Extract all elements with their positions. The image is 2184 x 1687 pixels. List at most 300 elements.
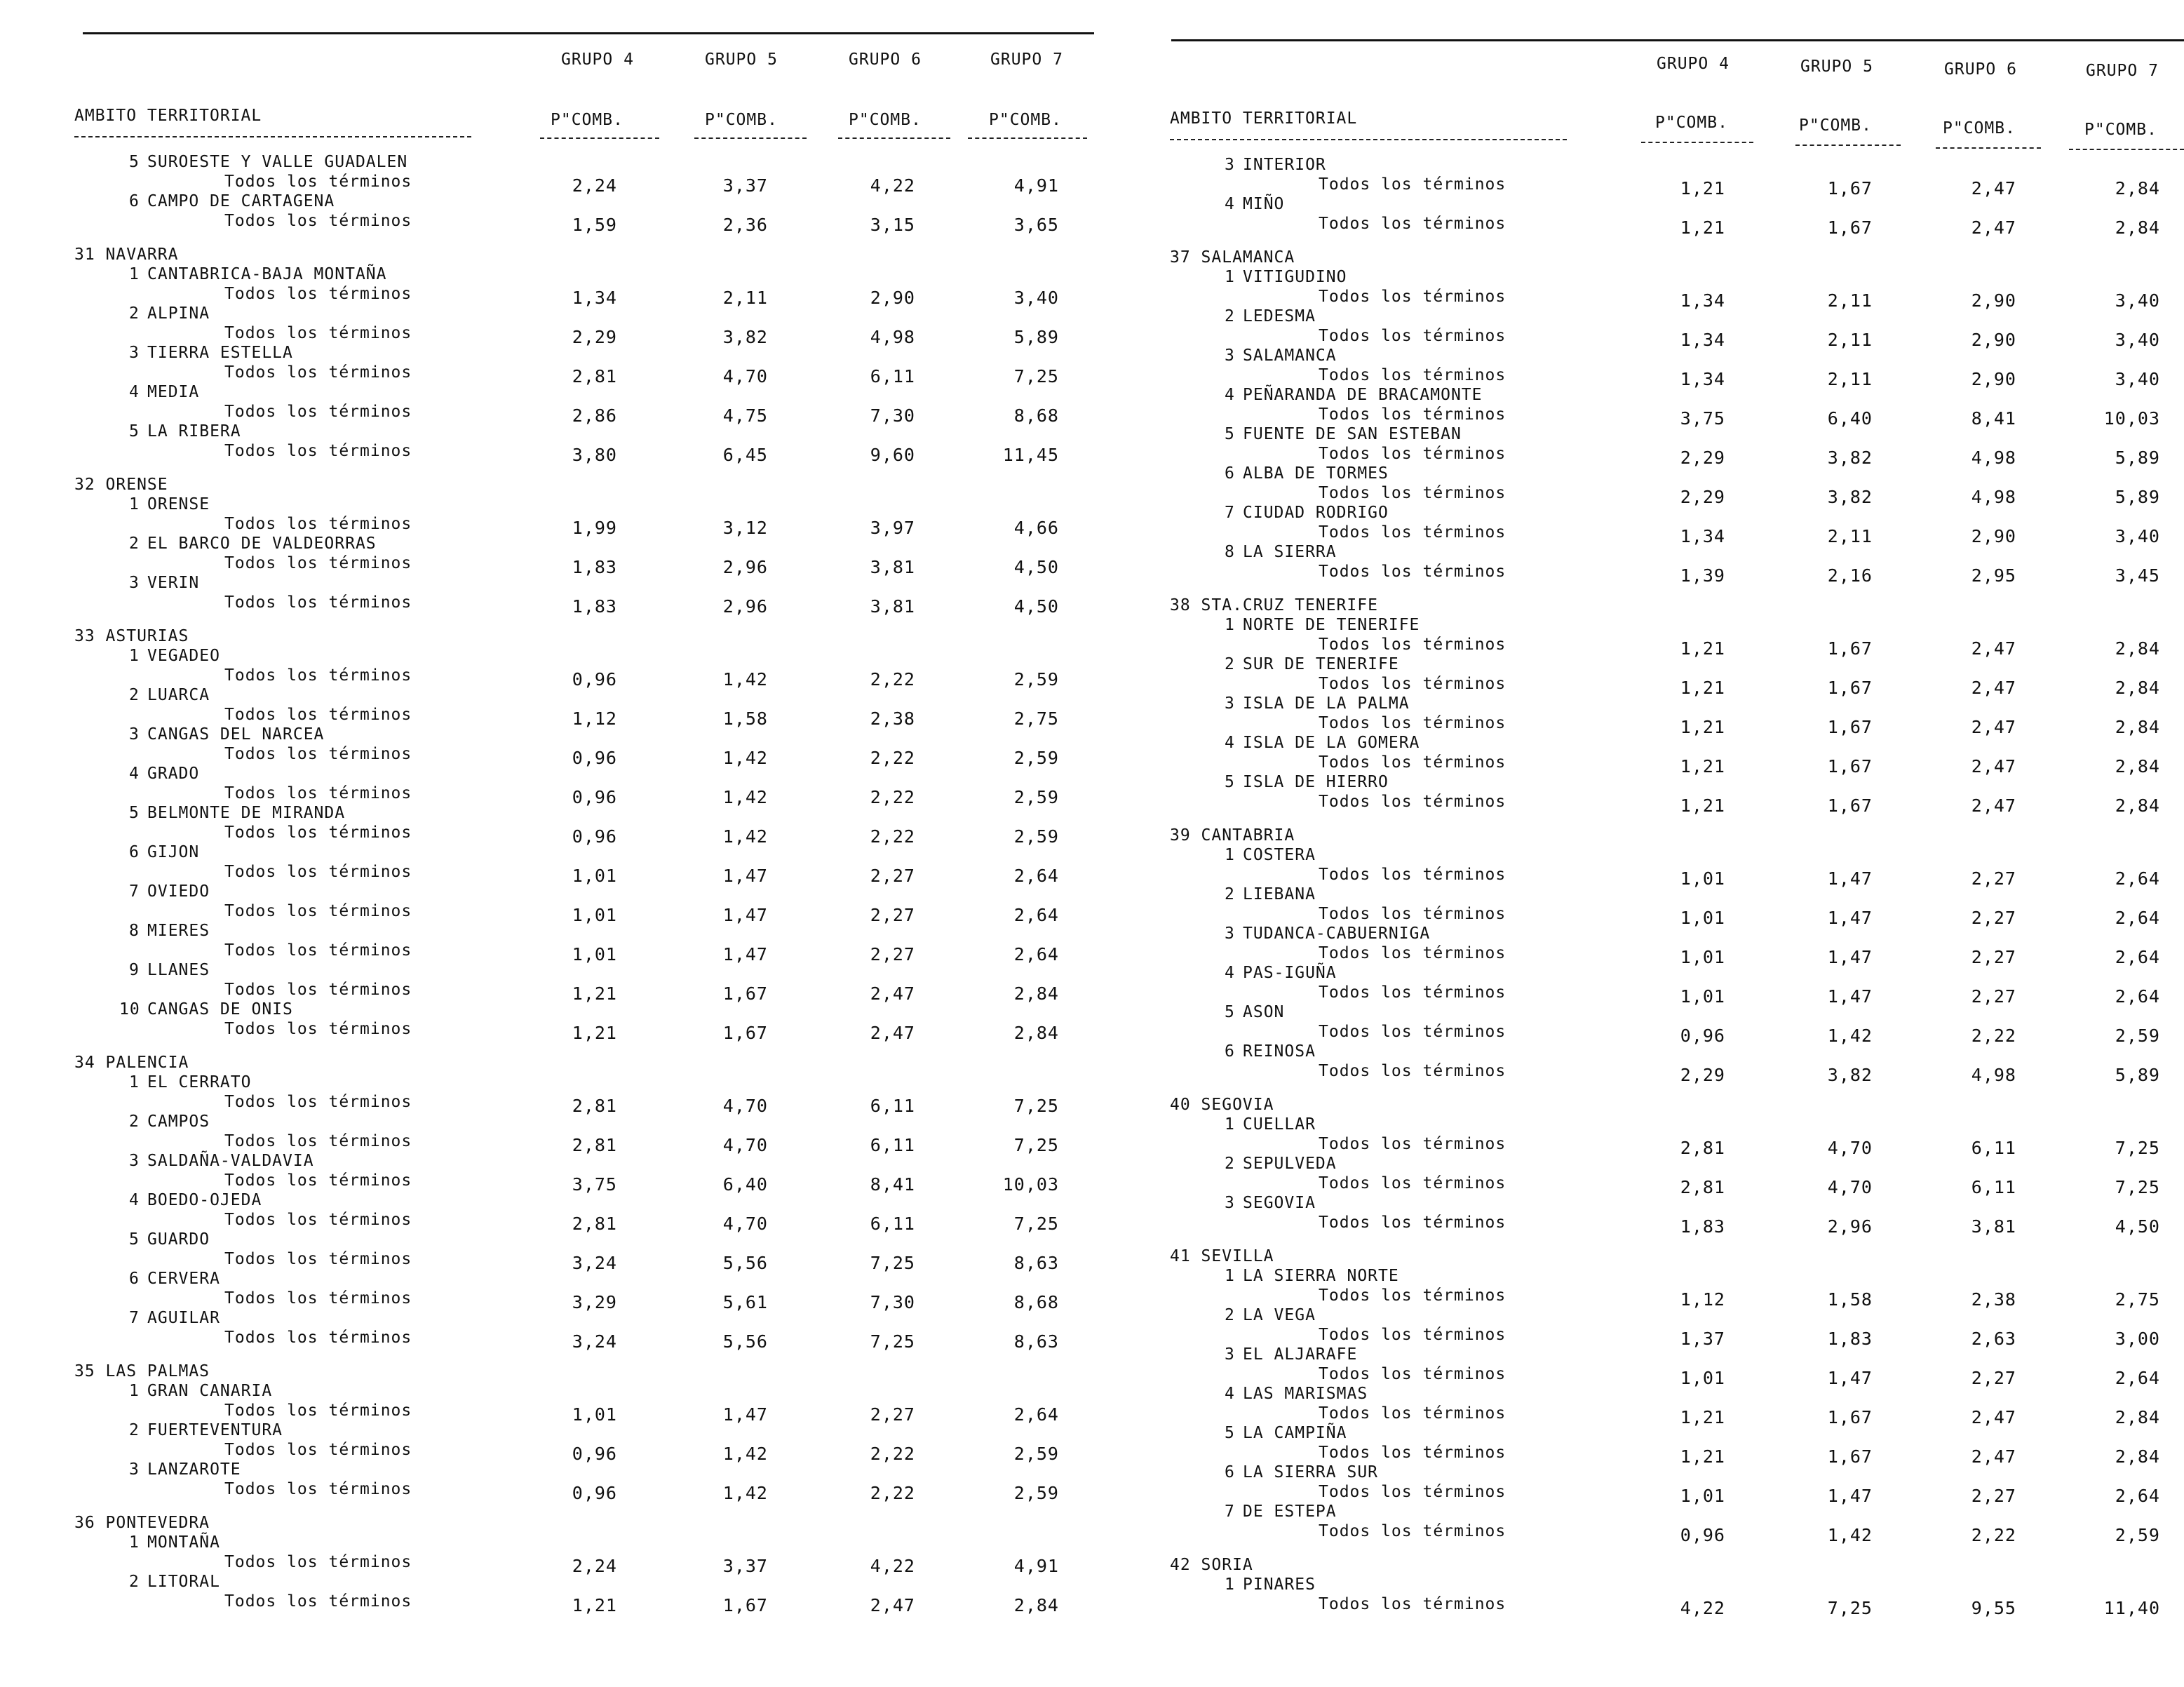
comarca-code: 6 <box>1225 464 1235 483</box>
value-grupo-4: 3,24 <box>572 1331 617 1352</box>
value-grupo-5: 4,70 <box>722 1096 768 1116</box>
comarca-code: 1 <box>129 647 140 665</box>
value-grupo-4: 1,21 <box>572 983 617 1004</box>
comarca-code: 1 <box>129 1073 140 1091</box>
value-grupo-6: 2,90 <box>870 288 915 308</box>
value-grupo-7: 7,25 <box>1013 1096 1059 1116</box>
value-grupo-6: 7,25 <box>870 1331 915 1352</box>
value-grupo-4: 1,01 <box>1680 947 1725 967</box>
value-grupo-4: 1,99 <box>572 518 617 538</box>
value-grupo-6: 6,11 <box>870 1096 915 1116</box>
value-grupo-7: 10,03 <box>2103 408 2160 429</box>
value-grupo-5: 5,61 <box>722 1292 768 1312</box>
value-grupo-6: 2,27 <box>870 905 915 925</box>
value-grupo-6: 2,47 <box>870 983 915 1004</box>
terminos-label: Todos los términos <box>224 981 412 999</box>
comarca-code: 1 <box>1225 1575 1235 1594</box>
comarca-name: LITORAL <box>147 1573 220 1591</box>
terminos-label: Todos los términos <box>1319 1135 1506 1153</box>
value-grupo-6: 3,81 <box>870 557 915 577</box>
value-grupo-5: 1,67 <box>1827 217 1873 238</box>
comarca-name: EL ALJARAFE <box>1243 1345 1358 1364</box>
value-grupo-4: 1,01 <box>572 905 617 925</box>
comarca-name: BELMONTE DE MIRANDA <box>147 804 346 822</box>
comarca-name: CANGAS DEL NARCEA <box>147 725 325 744</box>
terminos-label: Todos los términos <box>1319 793 1506 811</box>
value-grupo-7: 2,84 <box>1013 1595 1059 1615</box>
value-grupo-4: 2,29 <box>1680 487 1725 507</box>
province-heading: 34 PALENCIA <box>74 1054 189 1072</box>
terminos-label: Todos los términos <box>1319 1326 1506 1344</box>
value-grupo-5: 1,42 <box>1827 1026 1873 1046</box>
comarca-name: CAMPOS <box>147 1113 210 1131</box>
comarca-name: DE ESTEPA <box>1243 1503 1337 1521</box>
header-rule-ambito <box>74 136 471 137</box>
header-grupo-7: GRUPO 7 <box>2086 62 2159 80</box>
comarca-name: PINARES <box>1243 1575 1316 1594</box>
comarca-name: GRADO <box>147 765 200 783</box>
value-grupo-5: 4,70 <box>1827 1177 1873 1197</box>
terminos-label: Todos los términos <box>224 1211 412 1229</box>
header-rule-4 <box>540 137 659 139</box>
value-grupo-6: 9,55 <box>1971 1598 2016 1618</box>
terminos-label: Todos los términos <box>1319 288 1506 306</box>
comarca-code: 1 <box>129 1533 140 1552</box>
header-pcomb-4: P"COMB. <box>1655 114 1728 132</box>
terminos-label: Todos los términos <box>1319 1404 1506 1423</box>
value-grupo-6: 2,47 <box>1971 1407 2016 1427</box>
comarca-name: MIÑO <box>1243 195 1285 213</box>
terminos-label: Todos los términos <box>224 403 412 421</box>
comarca-code: 3 <box>1225 1345 1235 1364</box>
value-grupo-5: 5,56 <box>722 1331 768 1352</box>
terminos-label: Todos los términos <box>224 863 412 881</box>
terminos-label: Todos los términos <box>1319 983 1506 1002</box>
comarca-code: 2 <box>1225 1306 1235 1324</box>
value-grupo-7: 4,50 <box>1013 557 1059 577</box>
terminos-label: Todos los términos <box>224 1171 412 1190</box>
terminos-label: Todos los términos <box>224 1250 412 1268</box>
value-grupo-6: 2,47 <box>870 1595 915 1615</box>
value-grupo-7: 4,50 <box>1013 596 1059 617</box>
province-heading: 40 SEGOVIA <box>1170 1096 1274 1114</box>
value-grupo-4: 1,12 <box>1680 1289 1725 1310</box>
comarca-code: 1 <box>1225 846 1235 864</box>
value-grupo-5: 2,96 <box>1827 1216 1873 1237</box>
value-grupo-5: 1,67 <box>1827 1407 1873 1427</box>
terminos-label: Todos los términos <box>224 212 412 230</box>
header-pcomb-7: P"COMB. <box>989 111 1062 129</box>
value-grupo-6: 2,47 <box>1971 795 2016 816</box>
value-grupo-5: 1,67 <box>1827 678 1873 698</box>
comarca-code: 6 <box>129 843 140 861</box>
value-grupo-5: 3,82 <box>1827 487 1873 507</box>
value-grupo-5: 3,37 <box>722 175 768 196</box>
comarca-name: LUARCA <box>147 686 210 704</box>
comarca-name: SUR DE TENERIFE <box>1243 655 1399 673</box>
value-grupo-6: 2,38 <box>1971 1289 2016 1310</box>
comarca-name: GUARDO <box>147 1230 210 1249</box>
value-grupo-5: 3,82 <box>722 327 768 347</box>
terminos-label: Todos los términos <box>224 1480 412 1498</box>
value-grupo-5: 2,11 <box>722 288 768 308</box>
value-grupo-7: 2,64 <box>2115 1368 2160 1388</box>
comarca-code: 5 <box>129 422 140 441</box>
value-grupo-7: 2,84 <box>2115 217 2160 238</box>
value-grupo-4: 3,75 <box>572 1174 617 1195</box>
value-grupo-6: 8,41 <box>1971 408 2016 429</box>
value-grupo-6: 2,95 <box>1971 565 2016 586</box>
comarca-name: CANTABRICA-BAJA MONTAÑA <box>147 265 387 283</box>
terminos-label: Todos los términos <box>224 1289 412 1308</box>
value-grupo-7: 7,25 <box>1013 366 1059 387</box>
value-grupo-7: 3,40 <box>2115 369 2160 389</box>
terminos-label: Todos los términos <box>1319 484 1506 502</box>
value-grupo-4: 1,21 <box>1680 178 1725 199</box>
terminos-label: Todos los términos <box>1319 1214 1506 1232</box>
header-grupo-6: GRUPO 6 <box>1944 60 2017 79</box>
value-grupo-7: 2,84 <box>2115 1407 2160 1427</box>
terminos-label: Todos los términos <box>1319 944 1506 962</box>
value-grupo-6: 3,81 <box>1971 1216 2016 1237</box>
terminos-label: Todos los términos <box>1319 1365 1506 1383</box>
value-grupo-7: 2,59 <box>1013 748 1059 768</box>
value-grupo-5: 4,70 <box>722 366 768 387</box>
value-grupo-5: 1,47 <box>722 866 768 886</box>
value-grupo-5: 2,96 <box>722 596 768 617</box>
value-grupo-7: 3,40 <box>2115 290 2160 311</box>
terminos-label: Todos los términos <box>1319 563 1506 581</box>
value-grupo-4: 1,34 <box>1680 369 1725 389</box>
value-grupo-7: 7,25 <box>2115 1138 2160 1158</box>
terminos-label: Todos los términos <box>1319 1444 1506 1462</box>
comarca-code: 10 <box>119 1000 140 1019</box>
comarca-code: 2 <box>129 535 140 553</box>
comarca-name: PAS-IGUÑA <box>1243 964 1337 982</box>
terminos-label: Todos los términos <box>1319 1483 1506 1501</box>
value-grupo-4: 1,21 <box>1680 638 1725 659</box>
value-grupo-7: 8,63 <box>1013 1331 1059 1352</box>
terminos-label: Todos los términos <box>1319 1522 1506 1540</box>
comarca-code: 8 <box>129 922 140 940</box>
comarca-name: ALPINA <box>147 304 210 323</box>
comarca-name: ORENSE <box>147 495 210 513</box>
comarca-name: LA SIERRA SUR <box>1243 1463 1379 1481</box>
comarca-code: 6 <box>1225 1463 1235 1481</box>
value-grupo-4: 2,86 <box>572 405 617 426</box>
value-grupo-6: 2,22 <box>870 787 915 807</box>
value-grupo-6: 2,22 <box>870 826 915 847</box>
value-grupo-7: 2,84 <box>2115 678 2160 698</box>
value-grupo-6: 7,30 <box>870 405 915 426</box>
comarca-code: 4 <box>129 1191 140 1209</box>
terminos-label: Todos los términos <box>1319 1174 1506 1192</box>
value-grupo-7: 2,59 <box>1013 1483 1059 1503</box>
terminos-label: Todos los términos <box>1319 905 1506 923</box>
value-grupo-4: 1,83 <box>572 557 617 577</box>
comarca-name: LA SIERRA <box>1243 543 1337 561</box>
terminos-label: Todos los términos <box>224 515 412 533</box>
terminos-label: Todos los términos <box>224 363 412 382</box>
value-grupo-7: 2,59 <box>2115 1525 2160 1545</box>
header-pcomb-5: P"COMB. <box>705 111 778 129</box>
value-grupo-7: 4,66 <box>1013 518 1059 538</box>
comarca-code: 1 <box>1225 616 1235 634</box>
terminos-label: Todos los términos <box>1319 866 1506 884</box>
value-grupo-4: 1,12 <box>572 708 617 729</box>
value-grupo-7: 2,84 <box>2115 638 2160 659</box>
header-rule-7 <box>968 137 1087 139</box>
comarca-name: LANZAROTE <box>147 1460 241 1479</box>
value-grupo-5: 1,67 <box>1827 1446 1873 1467</box>
comarca-name: INTERIOR <box>1243 156 1326 174</box>
comarca-code: 7 <box>1225 1503 1235 1521</box>
value-grupo-6: 2,47 <box>1971 1446 2016 1467</box>
comarca-code: 6 <box>1225 1042 1235 1061</box>
value-grupo-4: 3,75 <box>1680 408 1725 429</box>
value-grupo-7: 8,68 <box>1013 405 1059 426</box>
comarca-code: 2 <box>129 1421 140 1439</box>
comarca-name: SEPULVEDA <box>1243 1155 1337 1173</box>
header-rule-6 <box>1936 147 2041 149</box>
header-grupo-5: GRUPO 5 <box>705 51 778 69</box>
value-grupo-7: 5,89 <box>2115 1065 2160 1085</box>
value-grupo-4: 1,21 <box>1680 717 1725 737</box>
terminos-label: Todos los términos <box>1319 327 1506 345</box>
comarca-name: BOEDO-OJEDA <box>147 1191 262 1209</box>
value-grupo-4: 2,81 <box>572 366 617 387</box>
value-grupo-7: 5,89 <box>1013 327 1059 347</box>
terminos-label: Todos los términos <box>1319 714 1506 732</box>
value-grupo-7: 2,64 <box>1013 944 1059 965</box>
province-heading: 31 NAVARRA <box>74 246 179 264</box>
value-grupo-5: 1,47 <box>1827 1368 1873 1388</box>
value-grupo-5: 1,67 <box>1827 638 1873 659</box>
comarca-code: 5 <box>129 1230 140 1249</box>
value-grupo-6: 2,22 <box>1971 1026 2016 1046</box>
value-grupo-4: 0,96 <box>572 748 617 768</box>
value-grupo-5: 1,58 <box>1827 1289 1873 1310</box>
header-pcomb-6: P"COMB. <box>1943 119 2016 137</box>
value-grupo-7: 2,59 <box>1013 1444 1059 1464</box>
comarca-name: CUELLAR <box>1243 1115 1316 1134</box>
terminos-label: Todos los términos <box>224 442 412 460</box>
value-grupo-4: 3,24 <box>572 1253 617 1273</box>
comarca-name: LLANES <box>147 961 210 979</box>
header-grupo-5: GRUPO 5 <box>1800 58 1873 76</box>
province-heading: 38 STA.CRUZ TENERIFE <box>1170 596 1378 614</box>
value-grupo-5: 6,40 <box>1827 408 1873 429</box>
terminos-label: Todos los términos <box>224 1441 412 1459</box>
comarca-name: LA CAMPIÑA <box>1243 1424 1347 1442</box>
comarca-code: 6 <box>129 1270 140 1288</box>
province-heading: 35 LAS PALMAS <box>74 1362 210 1380</box>
value-grupo-4: 1,59 <box>572 215 617 235</box>
value-grupo-4: 1,21 <box>572 1023 617 1043</box>
value-grupo-4: 2,24 <box>572 175 617 196</box>
value-grupo-4: 1,01 <box>572 1404 617 1425</box>
comarca-name: GIJON <box>147 843 200 861</box>
value-grupo-6: 2,22 <box>1971 1525 2016 1545</box>
comarca-code: 2 <box>129 1573 140 1591</box>
value-grupo-4: 1,83 <box>1680 1216 1725 1237</box>
comarca-name: OVIEDO <box>147 882 210 901</box>
header-rule-5 <box>694 137 807 139</box>
terminos-label: Todos los términos <box>224 902 412 920</box>
value-grupo-6: 2,90 <box>1971 290 2016 311</box>
comarca-code: 4 <box>1225 1385 1235 1403</box>
comarca-name: GRAN CANARIA <box>147 1382 273 1400</box>
value-grupo-5: 1,67 <box>722 1595 768 1615</box>
value-grupo-6: 2,27 <box>870 866 915 886</box>
terminos-label: Todos los términos <box>1319 1062 1506 1080</box>
terminos-label: Todos los términos <box>224 706 412 724</box>
terminos-label: Todos los términos <box>1319 445 1506 463</box>
header-rule-4 <box>1641 142 1753 143</box>
comarca-code: 8 <box>1225 543 1235 561</box>
comarca-code: 3 <box>1225 925 1235 943</box>
comarca-name: FUENTE DE SAN ESTEBAN <box>1243 425 1462 443</box>
value-grupo-6: 2,47 <box>1971 717 2016 737</box>
value-grupo-5: 1,42 <box>722 748 768 768</box>
terminos-label: Todos los términos <box>1319 1286 1506 1305</box>
value-grupo-5: 1,47 <box>1827 868 1873 889</box>
value-grupo-4: 1,01 <box>1680 908 1725 928</box>
value-grupo-4: 1,01 <box>572 944 617 965</box>
value-grupo-5: 6,45 <box>722 445 768 465</box>
value-grupo-7: 3,00 <box>2115 1329 2160 1349</box>
value-grupo-6: 9,60 <box>870 445 915 465</box>
value-grupo-5: 2,11 <box>1827 526 1873 546</box>
value-grupo-4: 2,24 <box>572 1556 617 1576</box>
value-grupo-7: 4,91 <box>1013 1556 1059 1576</box>
value-grupo-5: 1,67 <box>1827 178 1873 199</box>
comarca-code: 3 <box>129 1460 140 1479</box>
value-grupo-6: 2,27 <box>1971 947 2016 967</box>
comarca-code: 3 <box>1225 156 1235 174</box>
top-rule <box>1171 39 2184 41</box>
value-grupo-7: 7,25 <box>1013 1214 1059 1234</box>
header-rule-7 <box>2069 149 2184 150</box>
terminos-label: Todos los términos <box>224 1329 412 1347</box>
comarca-name: ASON <box>1243 1003 1285 1021</box>
terminos-label: Todos los términos <box>224 554 412 572</box>
comarca-code: 3 <box>1225 347 1235 365</box>
value-grupo-6: 6,11 <box>1971 1177 2016 1197</box>
comarca-code: 5 <box>1225 1424 1235 1442</box>
value-grupo-6: 6,11 <box>870 1214 915 1234</box>
header-grupo-6: GRUPO 6 <box>849 51 922 69</box>
value-grupo-4: 0,96 <box>572 826 617 847</box>
value-grupo-5: 2,96 <box>722 557 768 577</box>
comarca-code: 1 <box>129 265 140 283</box>
value-grupo-6: 4,98 <box>1971 487 2016 507</box>
terminos-label: Todos los términos <box>224 1592 412 1611</box>
value-grupo-5: 3,82 <box>1827 448 1873 468</box>
comarca-name: LAS MARISMAS <box>1243 1385 1368 1403</box>
comarca-code: 5 <box>129 804 140 822</box>
value-grupo-7: 2,75 <box>1013 708 1059 729</box>
header-pcomb-7: P"COMB. <box>2084 121 2157 139</box>
value-grupo-5: 1,58 <box>722 708 768 729</box>
comarca-name: LA VEGA <box>1243 1306 1316 1324</box>
comarca-name: CIUDAD RODRIGO <box>1243 504 1389 522</box>
value-grupo-4: 0,96 <box>572 1483 617 1503</box>
value-grupo-4: 3,80 <box>572 445 617 465</box>
value-grupo-4: 3,29 <box>572 1292 617 1312</box>
province-heading: 33 ASTURIAS <box>74 627 189 645</box>
value-grupo-5: 1,42 <box>722 787 768 807</box>
value-grupo-7: 2,59 <box>1013 826 1059 847</box>
value-grupo-5: 3,82 <box>1827 1065 1873 1085</box>
value-grupo-6: 7,25 <box>870 1253 915 1273</box>
terminos-label: Todos los términos <box>224 745 412 763</box>
value-grupo-5: 1,67 <box>1827 756 1873 777</box>
header-rule-5 <box>1795 144 1901 146</box>
comarca-name: MIERES <box>147 922 210 940</box>
comarca-name: ALBA DE TORMES <box>1243 464 1389 483</box>
value-grupo-6: 3,81 <box>870 596 915 617</box>
comarca-name: CERVERA <box>147 1270 220 1288</box>
header-pcomb-5: P"COMB. <box>1799 116 1872 135</box>
top-rule <box>83 32 1094 34</box>
comarca-code: 1 <box>1225 1115 1235 1134</box>
value-grupo-5: 1,42 <box>722 1444 768 1464</box>
terminos-label: Todos los términos <box>224 1402 412 1420</box>
value-grupo-7: 2,84 <box>2115 756 2160 777</box>
value-grupo-6: 2,27 <box>1971 868 2016 889</box>
comarca-name: AGUILAR <box>147 1309 220 1327</box>
comarca-code: 2 <box>1225 307 1235 325</box>
header-pcomb-4: P"COMB. <box>551 111 623 129</box>
comarca-name: CANGAS DE ONIS <box>147 1000 293 1019</box>
value-grupo-7: 2,64 <box>2115 986 2160 1007</box>
value-grupo-6: 4,22 <box>870 1556 915 1576</box>
value-grupo-7: 2,84 <box>2115 178 2160 199</box>
comarca-name: LEDESMA <box>1243 307 1316 325</box>
value-grupo-6: 6,11 <box>870 1135 915 1155</box>
terminos-label: Todos los términos <box>224 784 412 802</box>
comarca-code: 2 <box>1225 655 1235 673</box>
value-grupo-7: 2,64 <box>2115 1486 2160 1506</box>
terminos-label: Todos los términos <box>1319 366 1506 384</box>
terminos-label: Todos los términos <box>224 824 412 842</box>
comarca-name: CAMPO DE CARTAGENA <box>147 192 335 210</box>
value-grupo-5: 1,42 <box>722 669 768 690</box>
comarca-code: 3 <box>129 574 140 592</box>
value-grupo-6: 2,27 <box>870 944 915 965</box>
value-grupo-5: 1,42 <box>722 826 768 847</box>
header-rule-ambito <box>1170 139 1567 140</box>
right-page <box>1094 0 2184 1687</box>
comarca-name: PEÑARANDA DE BRACAMONTE <box>1243 386 1483 404</box>
value-grupo-4: 1,34 <box>1680 290 1725 311</box>
value-grupo-6: 2,22 <box>870 669 915 690</box>
comarca-code: 1 <box>1225 268 1235 286</box>
value-grupo-4: 1,01 <box>572 866 617 886</box>
value-grupo-4: 1,83 <box>572 596 617 617</box>
comarca-name: LIEBANA <box>1243 885 1316 903</box>
province-heading: 37 SALAMANCA <box>1170 248 1295 267</box>
value-grupo-4: 1,34 <box>572 288 617 308</box>
comarca-name: ISLA DE LA PALMA <box>1243 694 1410 713</box>
value-grupo-5: 2,11 <box>1827 290 1873 311</box>
value-grupo-5: 1,67 <box>722 983 768 1004</box>
value-grupo-7: 7,25 <box>1013 1135 1059 1155</box>
header-ambito-territorial: AMBITO TERRITORIAL <box>1170 109 1358 128</box>
terminos-label: Todos los términos <box>1319 1023 1506 1041</box>
value-grupo-5: 1,83 <box>1827 1329 1873 1349</box>
